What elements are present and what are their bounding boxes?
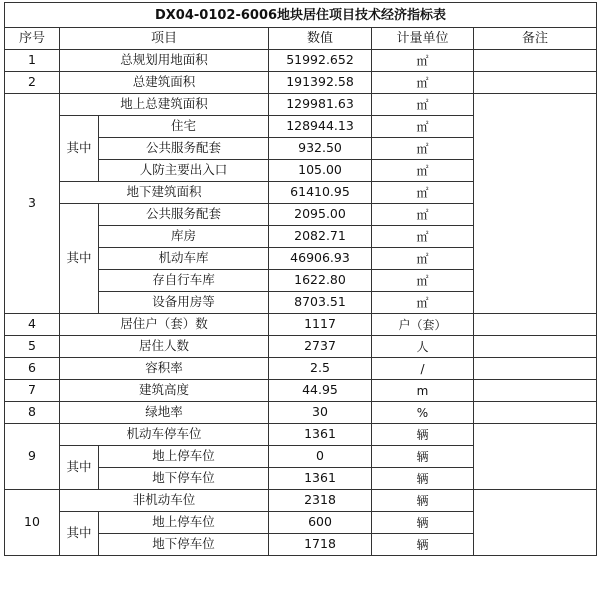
table-row [5,358,597,380]
remark-cell [474,424,597,490]
value-cell: 1622.80 [269,270,372,292]
value-cell: 0 [269,446,372,468]
value-cell: 1718 [269,534,372,556]
value-cell: 128944.13 [269,116,372,138]
value-cell: 61410.95 [269,182,372,204]
table-row [5,72,597,94]
unit-cell: / [372,358,474,380]
sub-item-cell: 机动车库 [99,248,269,270]
sub-item-cell: 库房 [99,226,269,248]
remark-cell [474,314,597,336]
seq-cell: 8 [5,402,60,424]
value-cell: 129981.63 [269,94,372,116]
table-row [5,380,597,402]
table-row [5,490,597,512]
item-cell: 地下建筑面积 [60,182,269,204]
seq-cell: 2 [5,72,60,94]
unit-cell: 辆 [372,468,474,490]
unit-cell: ㎡ [372,116,474,138]
unit-cell: ㎡ [372,248,474,270]
value-cell: 51992.652 [269,50,372,72]
unit-cell: m [372,380,474,402]
table-row [5,314,597,336]
group-label: 其中 [60,446,99,490]
sub-item-cell: 住宅 [99,116,269,138]
item-cell: 总建筑面积 [60,72,269,94]
unit-cell: 辆 [372,534,474,556]
seq-cell: 1 [5,50,60,72]
value-cell: 105.00 [269,160,372,182]
value-cell: 1117 [269,314,372,336]
group-label: 其中 [60,512,99,556]
sub-item-cell: 地上停车位 [99,446,269,468]
remark-cell [474,336,597,358]
value-cell: 191392.58 [269,72,372,94]
unit-cell: 辆 [372,424,474,446]
value-cell: 1361 [269,468,372,490]
sub-item-cell: 设备用房等 [99,292,269,314]
unit-cell: 辆 [372,512,474,534]
unit-cell: ㎡ [372,226,474,248]
remark-cell [474,50,597,72]
item-cell: 绿地率 [60,402,269,424]
value-cell: 8703.51 [269,292,372,314]
seq-cell: 5 [5,336,60,358]
remark-cell [474,402,597,424]
header-remark: 备注 [474,28,597,50]
sub-item-cell: 公共服务配套 [99,138,269,160]
unit-cell: ㎡ [372,292,474,314]
table-title-row [5,3,597,28]
item-cell: 机动车停车位 [60,424,269,446]
remark-cell [474,94,597,314]
item-cell: 总规划用地面积 [60,50,269,72]
item-cell: 容积率 [60,358,269,380]
sub-item-cell: 地下停车位 [99,534,269,556]
unit-cell: 辆 [372,446,474,468]
remark-cell [474,490,597,556]
group-label: 其中 [60,204,99,314]
unit-cell: 户（套） [372,314,474,336]
header-item: 项目 [60,28,269,50]
table-row [5,94,597,116]
table-title: DX04-0102-6006地块居住项目技术经济指标表 [5,3,597,28]
sub-item-cell: 地上停车位 [99,512,269,534]
remark-cell [474,380,597,402]
unit-cell: % [372,402,474,424]
table-header-row [5,28,597,50]
sub-item-cell: 地下停车位 [99,468,269,490]
value-cell: 2737 [269,336,372,358]
seq-cell: 9 [5,424,60,490]
group-label: 其中 [60,116,99,182]
value-cell: 2082.71 [269,226,372,248]
remark-cell [474,358,597,380]
unit-cell: ㎡ [372,204,474,226]
value-cell: 2.5 [269,358,372,380]
item-cell: 建筑高度 [60,380,269,402]
unit-cell: ㎡ [372,94,474,116]
value-cell: 2318 [269,490,372,512]
seq-cell: 4 [5,314,60,336]
unit-cell: ㎡ [372,72,474,94]
item-cell: 地上总建筑面积 [60,94,269,116]
indicator-table [4,2,597,556]
item-cell: 居住人数 [60,336,269,358]
table-row [5,402,597,424]
value-cell: 44.95 [269,380,372,402]
seq-cell: 6 [5,358,60,380]
unit-cell: ㎡ [372,138,474,160]
seq-cell: 3 [5,94,60,314]
sub-item-cell: 人防主要出入口 [99,160,269,182]
table-row [5,336,597,358]
table-row [5,50,597,72]
unit-cell: ㎡ [372,182,474,204]
table-row [5,424,597,446]
unit-cell: ㎡ [372,270,474,292]
item-cell: 居住户（套）数 [60,314,269,336]
value-cell: 600 [269,512,372,534]
seq-cell: 7 [5,380,60,402]
seq-cell: 10 [5,490,60,556]
header-seq: 序号 [5,28,60,50]
unit-cell: ㎡ [372,160,474,182]
unit-cell: ㎡ [372,50,474,72]
value-cell: 932.50 [269,138,372,160]
unit-cell: 辆 [372,490,474,512]
unit-cell: 人 [372,336,474,358]
sub-item-cell: 存自行车库 [99,270,269,292]
header-unit: 计量单位 [372,28,474,50]
value-cell: 2095.00 [269,204,372,226]
header-value: 数值 [269,28,372,50]
sub-item-cell: 公共服务配套 [99,204,269,226]
remark-cell [474,72,597,94]
value-cell: 46906.93 [269,248,372,270]
value-cell: 1361 [269,424,372,446]
item-cell: 非机动车位 [60,490,269,512]
value-cell: 30 [269,402,372,424]
